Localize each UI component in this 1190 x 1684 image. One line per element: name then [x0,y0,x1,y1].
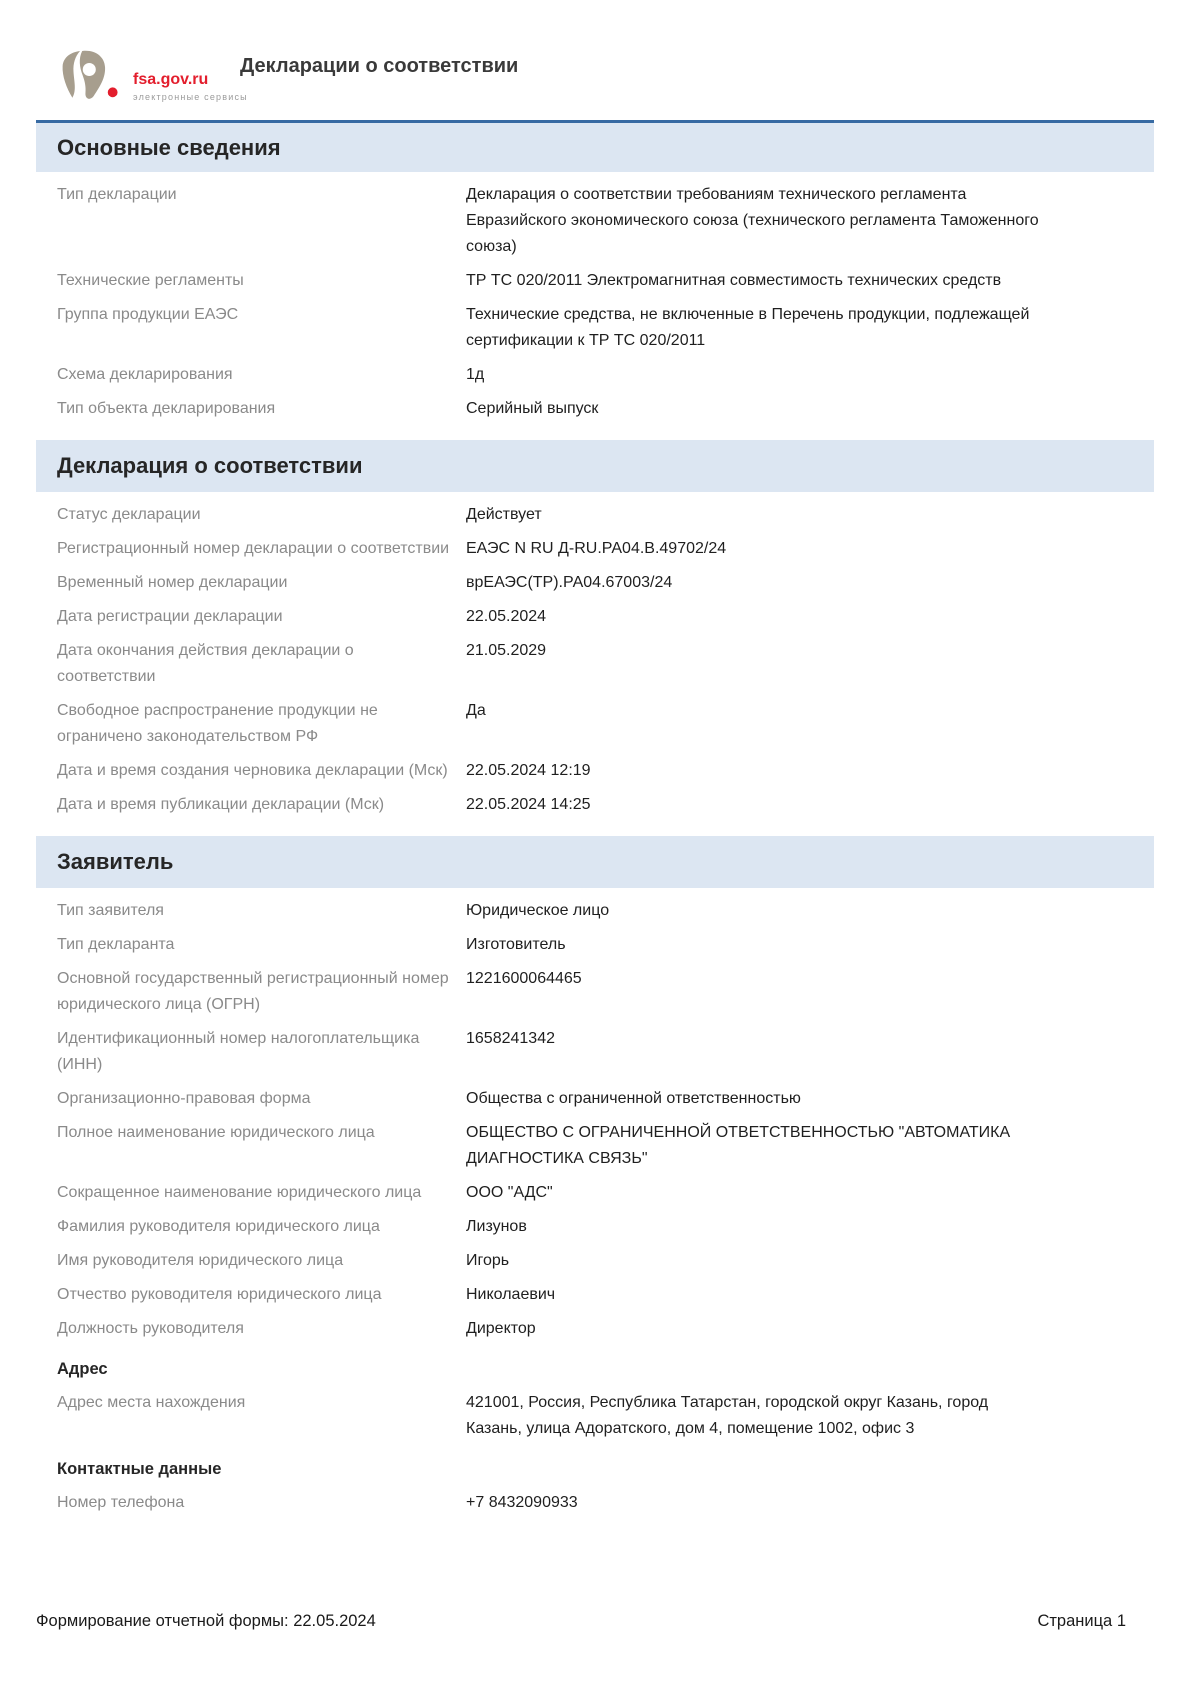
field-value: Да [466,702,486,719]
subheading-address: Адрес [57,1360,108,1378]
section-title: Декларация о соответствии [57,453,363,478]
field-label: Фамилия руководителя юридического лица [57,1218,380,1235]
field-row [36,358,1154,392]
section-header [36,440,1154,492]
field-row [36,1116,1154,1176]
field-value: 21.05.2029 [466,642,547,659]
footer-page-number: Страница 1 [1037,1612,1126,1630]
field-row [36,600,1154,634]
field-value: Изготовитель [466,936,566,953]
field-value: ООО "АДС" [466,1184,553,1201]
field-label: Дата окончания действия декларации о соответствии [57,642,354,685]
field-value: 22.05.2024 14:25 [466,796,591,813]
field-row [36,928,1154,962]
field-label: Тип заявителя [57,902,164,919]
field-row [36,532,1154,566]
field-row [36,178,1154,264]
field-value: ОБЩЕСТВО С ОГРАНИЧЕННОЙ ОТВЕТСТВЕННОСТЬЮ "АВТОМАТИКА ДИАГНОСТИКА СВЯЗЬ" [466,1124,1011,1167]
field-row [36,566,1154,600]
field-row [36,694,1154,754]
field-label: Регистрационный номер декларации о соответствии [57,540,450,557]
section-header [36,120,1154,172]
field-label: Тип декларанта [57,936,175,953]
field-row [36,1210,1154,1244]
field-row [36,1176,1154,1210]
field-row [36,634,1154,694]
field-value: 22.05.2024 [466,608,547,625]
field-row [36,264,1154,298]
field-row [36,788,1154,822]
field-label: Имя руководителя юридического лица [57,1252,344,1269]
field-value: Действует [466,506,542,523]
field-label: Группа продукции ЕАЭС [57,306,239,323]
section-header [36,836,1154,888]
field-value: Игорь [466,1252,510,1269]
field-value: Технические средства, не включенные в Перечень продукции, подлежащей сертификации к ТР ТС 020/2011 [466,306,1030,349]
field-label: Номер телефона [57,1494,185,1511]
field-row [36,1312,1154,1346]
field-value: Декларация о соответствии требованиям технического регламента Евразийского экономического союза (технического регламента Таможенного союза) [466,186,1039,255]
fsa-logo-icon [55,48,123,104]
logo-tagline: электронные сервисы [133,92,248,102]
page-header [55,48,248,104]
field-label: Идентификационный номер налогоплательщика (ИНН) [57,1030,420,1073]
field-label: Адрес места нахождения [57,1394,246,1411]
document-body [36,120,1154,1520]
section-title: Заявитель [57,849,174,874]
section-title: Основные сведения [57,134,281,160]
field-row [36,1082,1154,1116]
field-label: Дата и время публикации декларации (Мск) [57,796,385,813]
field-label: Статус декларации [57,506,201,523]
field-value: Николаевич [466,1286,556,1303]
field-value: 1221600064465 [466,970,582,987]
field-value: Лизунов [466,1218,527,1235]
field-value: 421001, Россия, Республика Татарстан, городской округ Казань, город Казань, улица Адоратского, дом 4, помещение 1002, офис 3 [466,1394,989,1437]
field-label: Дата регистрации декларации [57,608,283,625]
section-declaration [36,440,1154,822]
field-value: 22.05.2024 12:19 [466,762,591,779]
page-footer [36,1612,1126,1631]
section-main-info [36,120,1154,426]
footer-report-date: Формирование отчетной формы: 22.05.2024 [36,1612,376,1630]
field-row [36,1022,1154,1082]
field-value: ТР ТС 020/2011 Электромагнитная совместимость технических средств [466,272,1002,289]
field-label: Сокращенное наименование юридического лица [57,1184,422,1201]
field-label: Должность руководителя [57,1320,244,1337]
section-applicant [36,836,1154,1520]
field-label: Основной государственный регистрационный номер юридического лица (ОГРН) [57,970,449,1013]
field-row [36,962,1154,1022]
field-value: 1д [466,366,485,383]
field-row [36,1486,1154,1520]
field-label: Тип объекта декларирования [57,400,276,417]
field-value: Серийный выпуск [466,400,599,417]
field-label: Схема декларирования [57,366,233,383]
field-label: Свободное распространение продукции не ограничено законодательством РФ [57,702,378,745]
field-label: Отчество руководителя юридического лица [57,1286,382,1303]
logo-red-dot [108,87,118,97]
field-row [36,1278,1154,1312]
field-value: Юридическое лицо [466,902,610,919]
field-row [36,298,1154,358]
field-row [36,392,1154,426]
field-row [36,1386,1154,1446]
field-value: врЕАЭС(ТР).РА04.67003/24 [466,574,673,591]
logo-brand: fsa.gov.ru [133,71,209,88]
field-row [36,754,1154,788]
field-label: Организационно-правовая форма [57,1090,311,1107]
field-value: 1658241342 [466,1030,555,1047]
field-value: Директор [466,1320,536,1337]
field-label: Технические регламенты [57,272,244,289]
page-title: Декларации о соответствии [240,55,519,77]
subheading-contacts: Контактные данные [57,1460,222,1478]
field-row [36,894,1154,928]
field-row [36,1244,1154,1278]
field-label: Временный номер декларации [57,574,288,591]
field-row [36,498,1154,532]
field-value: +7 8432090933 [466,1494,578,1511]
field-label: Тип декларации [57,186,177,203]
field-label: Полное наименование юридического лица [57,1124,375,1141]
field-value: ЕАЭС N RU Д-RU.РА04.В.49702/24 [466,540,727,557]
field-label: Дата и время создания черновика декларации (Мск) [57,762,448,779]
logo-text [133,72,248,104]
field-value: Общества с ограниченной ответственностью [466,1090,801,1107]
